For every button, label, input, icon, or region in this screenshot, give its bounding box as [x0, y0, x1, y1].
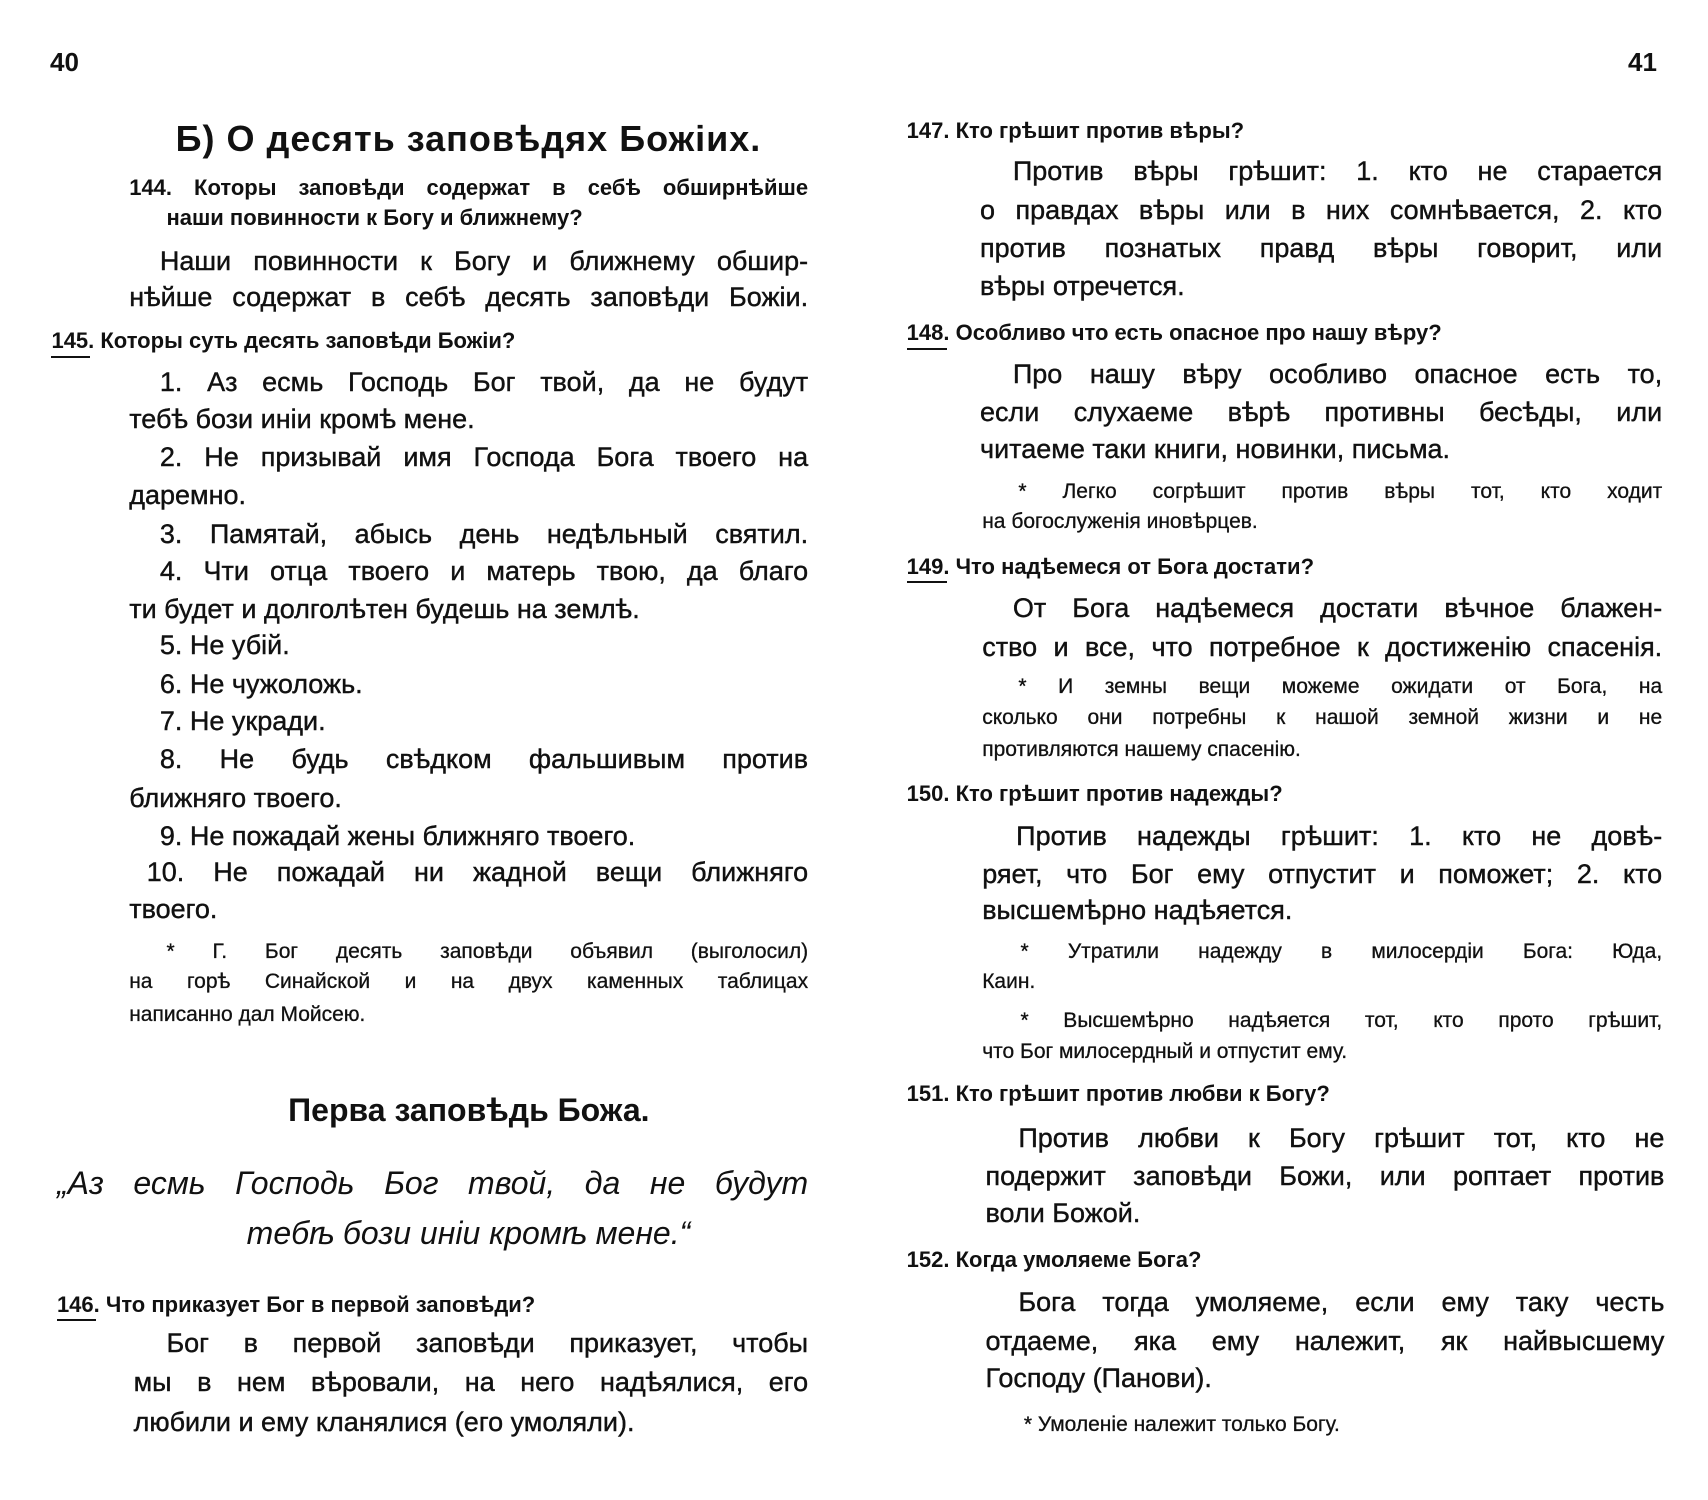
commandment-heading: Перва заповѣдь Божа.	[288, 1091, 650, 1128]
answer-line: Бог в первой заповѣди приказует, чтобы	[166, 1327, 809, 1358]
question-line: 147. Кто грѣшит против вѣры?	[906, 117, 1245, 143]
footnote-line: написанно дал Мойсею.	[129, 1003, 366, 1027]
answer-line: любили и ему кланялися (его умоляли).	[133, 1406, 635, 1437]
answer-line: Господу (Панови).	[985, 1362, 1212, 1393]
answer-line: отдаеме, яка ему належит, як найвысшему	[985, 1325, 1665, 1356]
question-line: 150. Кто грѣшит против надежды?	[906, 781, 1283, 807]
quote-line: тебѣ бози иніи кромѣ мене.“	[246, 1215, 691, 1252]
answer-line: ряет, что Бог ему отпустит и поможет; 2. кто	[982, 859, 1663, 890]
answer-line: против познатых правд вѣры говорит, или	[980, 232, 1663, 263]
answer-line: 9. Не пожадай жены ближняго твоего.	[159, 820, 636, 851]
quote-line: „Аз есмь Господь Бог твой, да не будут	[56, 1164, 809, 1201]
answer-line: 8. Не будь свѣдком фальшивым против	[159, 744, 809, 775]
answer-line: мы в нем вѣровали, на него надѣялися, его	[133, 1367, 809, 1398]
footnote-line: противляются нашему спасенію.	[982, 738, 1301, 762]
answer-line: читаеме таки книги, новинки, письма.	[980, 434, 1451, 465]
question-line: наши повинности к Богу и ближнему?	[166, 205, 583, 231]
answer-line: 7. Не укради.	[159, 705, 326, 736]
answer-line: ство и все, что потребное к достиженію спасенія.	[982, 631, 1663, 662]
section-heading: Б) О десять заповѣдях Божіих.	[175, 117, 762, 159]
answer-line: 1. Аз есмь Господь Бог твой, да не будут	[159, 366, 809, 397]
footnote-line: * И земны вещи можеме ожидати от Бога, на	[1018, 674, 1663, 698]
question-line: 152. Когда умоляеме Бога?	[906, 1246, 1202, 1272]
question-number-underline	[51, 356, 89, 358]
answer-line: Наши повинности к Богу и ближнему обшир-	[159, 246, 809, 277]
answer-line: 4. Чти отца твоего и матерь твою, да благо	[159, 555, 809, 586]
answer-line: 3. Памятай, абысь день недѣльный святил.	[159, 518, 809, 549]
answer-line: даремно.	[129, 480, 246, 511]
footnote-line: Каин.	[982, 970, 1036, 994]
question-line: 145. Которы суть десять заповѣди Божіи?	[51, 328, 516, 353]
footnote-line: что Бог милосердный и отпустит ему.	[982, 1040, 1348, 1064]
question-line: 146. Что приказует Бог в первой заповѣди?	[56, 1291, 536, 1317]
answer-line: высшемѣрно надѣяется.	[982, 895, 1293, 926]
answer-line: нѣйше содержат в себѣ десять заповѣди Божіи.	[129, 282, 809, 313]
answer-line: 6. Не чужоложь.	[159, 668, 363, 699]
page-number-right: 41	[1628, 47, 1657, 77]
answer-line: 5. Не убій.	[159, 630, 290, 661]
answer-line: Против надежды грѣшит: 1. кто не довѣ-	[1016, 820, 1663, 851]
footnote-line: * Умоленіе належит только Богу.	[1023, 1412, 1340, 1436]
question-number-underline	[907, 348, 948, 350]
answer-line: 2. Не призывай имя Господа Бога твоего на	[159, 442, 809, 473]
footnote-line: * Высшемѣрно надѣяется тот, кто прото грѣшит,	[1020, 1008, 1663, 1032]
footnote-line: на богослуженія иновѣрцев.	[982, 510, 1258, 534]
answer-line: о правдах вѣры или в них сомнѣвается, 2. кто	[980, 194, 1663, 225]
footnote-line: * Г. Бог десять заповѣди объявил (выголосил)	[166, 939, 809, 963]
answer-line: ближняго твоего.	[129, 782, 342, 813]
answer-line: Против вѣры грѣшит: 1. кто не старается	[1012, 156, 1663, 187]
answer-line: 10. Не пожадай ни жадной вещи ближняго	[146, 857, 809, 888]
answer-line: Против любви к Богу грѣшит тот, кто не	[1018, 1123, 1665, 1154]
question-line: 151. Кто грѣшит против любви к Богу?	[906, 1081, 1330, 1107]
answer-line: твоего.	[129, 894, 218, 925]
footnote-line: на горѣ Синайской и на двух каменных таблицах	[129, 970, 809, 994]
footnote-line: сколько они потребны к нашой земной жизни и не	[982, 706, 1663, 730]
question-line: 148. Особливо что есть опасное про нашу вѣру?	[906, 320, 1442, 346]
answer-line: От Бога надѣемеся достати вѣчное блажен-	[1012, 593, 1663, 624]
answer-line: Про нашу вѣру особливо опасное есть то,	[1012, 358, 1663, 389]
answer-line: ти будет и долголѣтен будешь на землѣ.	[129, 594, 640, 625]
answer-line: вѣры отречется.	[980, 271, 1185, 302]
page-number-left: 40	[50, 47, 79, 77]
answer-line: Бога тогда умоляеме, если ему таку честь	[1018, 1287, 1665, 1318]
footnote-line: * Легко согрѣшит против вѣры тот, кто ходит	[1018, 479, 1663, 503]
footnote-line: * Утратили надежду в милосердіи Бога: Юда,	[1020, 939, 1663, 963]
question-line: 144. Которы заповѣди содержат в себѣ обширнѣйше	[129, 174, 809, 200]
answer-line: если слухаеме вѣрѣ противны бесѣды, или	[980, 397, 1663, 428]
answer-line: тебѣ бози иніи кромѣ мене.	[129, 403, 475, 434]
answer-line: подержит заповѣди Божи, или роптает против	[985, 1161, 1665, 1192]
question-number-underline	[907, 581, 948, 583]
question-line: 149. Что надѣемеся от Бога достати?	[906, 553, 1315, 579]
question-number-underline	[57, 1319, 96, 1321]
answer-line: воли Божой.	[985, 1197, 1141, 1228]
